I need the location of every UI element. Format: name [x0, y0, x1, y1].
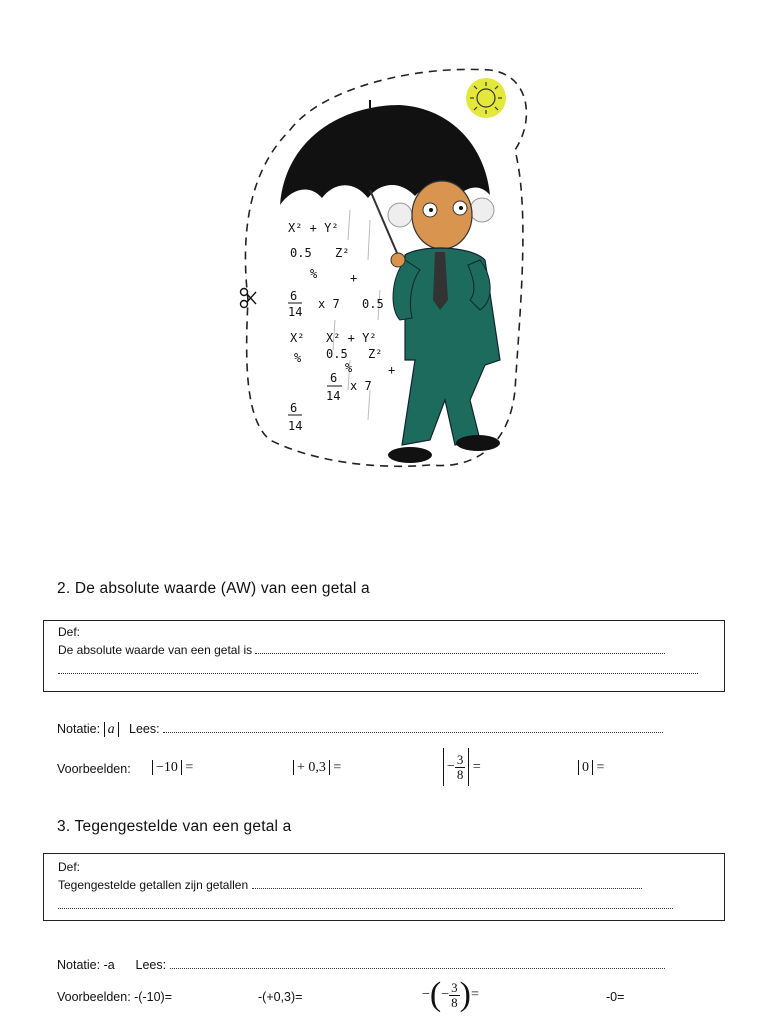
answer-line[interactable] [58, 899, 673, 909]
answer-line[interactable] [255, 644, 665, 654]
svg-text:14: 14 [288, 419, 303, 433]
man-figure [388, 181, 500, 463]
section3-example-4: -0= [606, 990, 625, 1004]
umbrella-man-illustration [230, 60, 540, 480]
svg-text:X² + Y²: X² + Y² [288, 221, 339, 235]
lees-label: Lees: [135, 958, 167, 972]
notatie-symbol: a [104, 722, 119, 737]
section2-example-2: + 0,3 = [293, 760, 341, 776]
svg-text:x 7: x 7 [318, 297, 340, 311]
svg-text:6: 6 [290, 289, 298, 303]
svg-text:%: % [294, 351, 302, 365]
svg-text:+: + [350, 271, 358, 285]
answer-line[interactable] [58, 664, 698, 674]
section3-heading: 3. Tegengestelde van een getal a [57, 818, 292, 835]
notatie-label: Notatie: -a [57, 958, 115, 972]
notatie-label: Notatie: [57, 722, 101, 736]
lees-label: Lees: [129, 722, 160, 736]
section2-example-1: −10 = [152, 760, 193, 776]
svg-text:14: 14 [326, 389, 341, 403]
section2-def-label: Def: [58, 625, 81, 639]
section3-example-3: −(− $\frac{3}{8}$ )= [422, 976, 479, 1013]
section2-examples-label: Voorbeelden: [57, 762, 131, 776]
svg-text:6: 6 [290, 401, 298, 415]
svg-text:0.5: 0.5 [362, 297, 384, 311]
answer-line[interactable] [163, 723, 663, 733]
svg-text:Z²: Z² [335, 246, 350, 260]
section3-def-label: Def: [58, 860, 81, 874]
section2-definition-box [43, 620, 725, 692]
svg-text:Z²: Z² [368, 347, 383, 361]
section3-notatie-row [57, 958, 665, 972]
section2-heading: 2. De absolute waarde (AW) van een getal a [57, 580, 370, 597]
section2-def-text: De absolute waarde van een getal is [58, 643, 253, 657]
answer-line[interactable] [170, 959, 665, 969]
svg-text:0.5: 0.5 [326, 347, 348, 361]
section2-example-3: − $\frac{3}{8}$ = [443, 748, 481, 786]
svg-text:%: % [345, 361, 353, 375]
svg-text:0.5: 0.5 [290, 246, 312, 260]
section3-definition-box [43, 853, 725, 921]
section3-example-2: -(+0,3)= [258, 990, 303, 1004]
svg-text:+: + [388, 363, 396, 377]
svg-text:%: % [310, 267, 318, 281]
section3-def-text: Tegengestelde getallen zijn getallen [58, 878, 249, 892]
svg-text:14: 14 [288, 305, 303, 319]
answer-line[interactable] [252, 879, 642, 889]
section2-example-4: 0 = [578, 760, 604, 776]
svg-text:X² + Y²: X² + Y² [326, 331, 377, 345]
svg-text:X²: X² [290, 331, 305, 345]
section2-notatie-row [57, 722, 663, 737]
svg-text:6: 6 [330, 371, 338, 385]
section3-example-1: Voorbeelden: -(-10)= [57, 990, 173, 1004]
sun-icon [466, 78, 506, 118]
svg-text:x 7: x 7 [350, 379, 372, 393]
